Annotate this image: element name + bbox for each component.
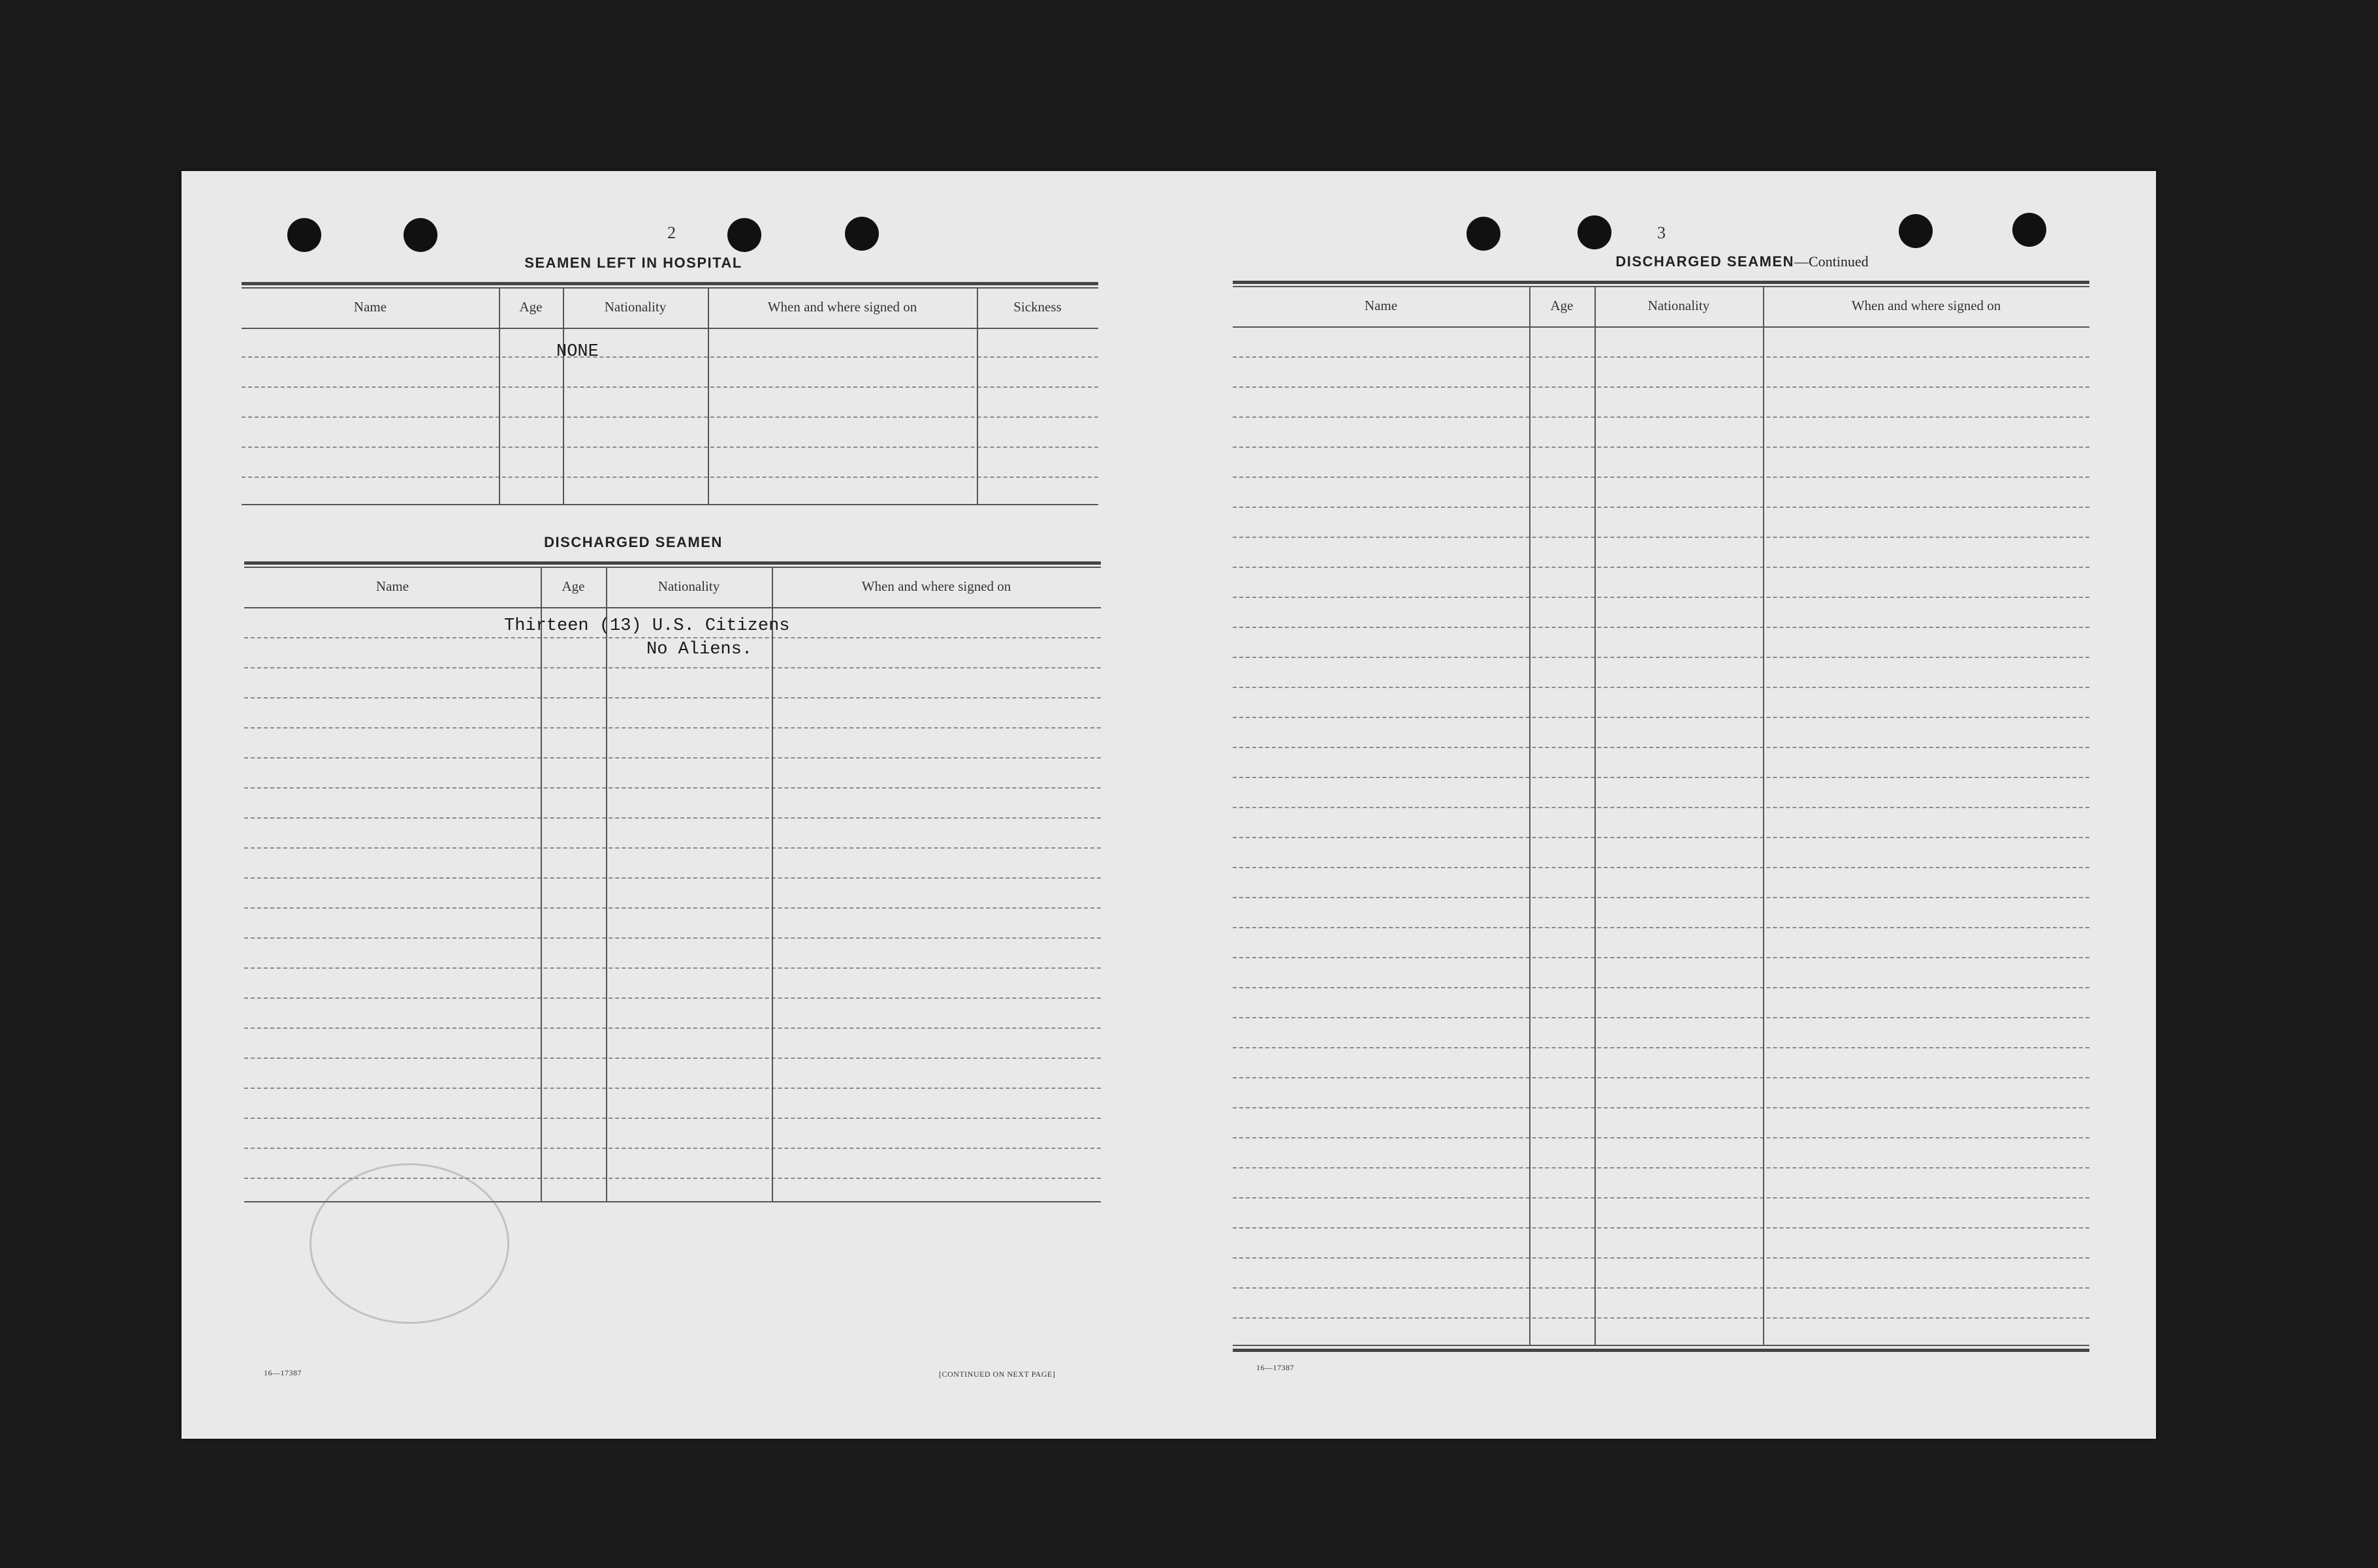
punch-hole [1577, 215, 1611, 249]
punch-hole [287, 218, 321, 252]
faint-stamp [309, 1163, 509, 1324]
column-header-name: Name [1364, 298, 1398, 313]
punch-hole [845, 217, 879, 251]
continued-note: [CONTINUED ON NEXT PAGE] [939, 1370, 1056, 1379]
discharged-table-left [244, 561, 1101, 1214]
column-header-age: Age [519, 299, 543, 315]
discharged-entry-line-2: No Aliens. [646, 640, 753, 659]
punch-hole [727, 218, 761, 252]
left-page-number: 2 [667, 223, 676, 242]
column-header-name: Name [375, 578, 409, 594]
hospital-entry-none: NONE [556, 342, 599, 362]
column-header-nationality: Nationality [658, 578, 720, 594]
discharged-table-right [1233, 281, 2089, 1364]
punch-hole [1899, 214, 1933, 248]
document-sheet [182, 171, 2156, 1439]
column-header-name: Name [353, 299, 387, 315]
column-header-age: Age [1550, 298, 1574, 313]
punch-hole [404, 218, 437, 252]
column-header-sickness: Sickness [1013, 299, 1062, 315]
left-form-number: 16—17387 [264, 1368, 302, 1377]
discharged-entry-line-1: Thirteen (13) U.S. Citizens [504, 616, 790, 636]
punch-hole [2012, 213, 2046, 247]
column-header-signed-on: When and where signed on [861, 578, 1011, 594]
discharged-continued-title-main: DISCHARGED SEAMEN [1615, 253, 1794, 270]
discharged-section-title: DISCHARGED SEAMEN [544, 534, 723, 550]
column-header-nationality: Nationality [1647, 298, 1710, 313]
column-header-signed-on: When and where signed on [1851, 298, 2001, 313]
column-header-signed-on: When and where signed on [767, 299, 917, 315]
discharged-continued-title-suffix: —Continued [1794, 253, 1869, 270]
hospital-section-title: SEAMEN LEFT IN HOSPITAL [524, 255, 742, 271]
right-page-number: 3 [1657, 223, 1666, 242]
right-form-number: 16—17387 [1256, 1363, 1294, 1372]
column-header-nationality: Nationality [604, 299, 667, 315]
punch-hole [1466, 217, 1500, 251]
column-header-age: Age [562, 578, 585, 594]
discharged-continued-title [1487, 253, 1997, 270]
hospital-table [242, 282, 1098, 517]
